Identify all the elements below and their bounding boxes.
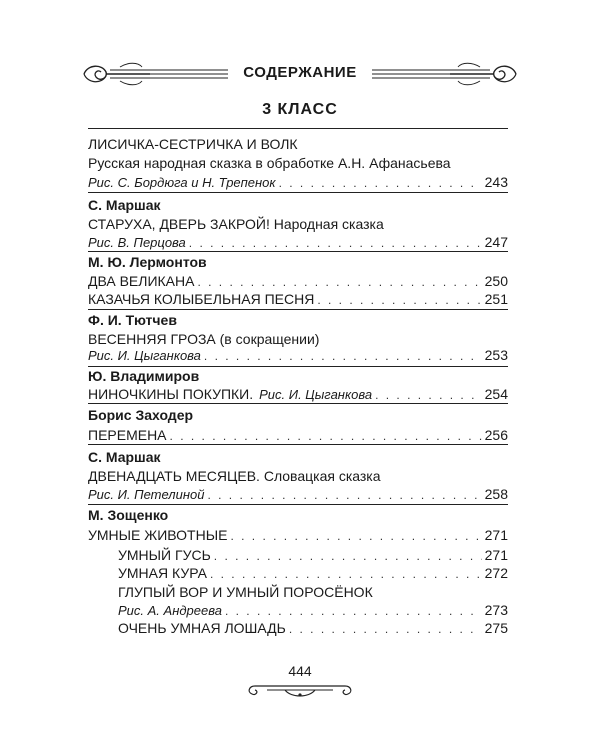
dot-leader bbox=[170, 426, 482, 446]
page-footer bbox=[245, 662, 355, 702]
page-ref: 273 bbox=[484, 602, 508, 618]
illustrator: Рис. И. Петелиной bbox=[88, 487, 205, 502]
title: ПЕРЕМЕНА bbox=[88, 427, 167, 443]
author-heading: Ю. Владимиров bbox=[88, 368, 200, 384]
note: Народная сказка bbox=[273, 216, 384, 232]
author-heading: С. Маршак bbox=[88, 197, 161, 213]
author-heading: Ф. И. Тютчев bbox=[88, 312, 177, 328]
page-ref: 258 bbox=[484, 486, 508, 502]
page-ref: 271 bbox=[484, 547, 508, 563]
title: ДВЕНАДЦАТЬ МЕСЯЦЕВ. bbox=[88, 468, 260, 484]
illustrator: Рис. В. Перцова bbox=[88, 235, 186, 250]
page-ref: 271 bbox=[484, 527, 508, 543]
dot-leader bbox=[289, 619, 482, 639]
toc-entry-line bbox=[88, 525, 508, 545]
toc-entry-line bbox=[88, 345, 508, 365]
page-ref: 272 bbox=[484, 565, 508, 581]
toc-entry-line bbox=[88, 384, 508, 404]
dot-leader bbox=[204, 346, 482, 366]
note: Словацкая сказка bbox=[263, 468, 381, 484]
title: КАЗАЧЬЯ КОЛЫБЕЛЬНАЯ ПЕСНЯ bbox=[88, 291, 315, 307]
title: ВЕСЕННЯЯ ГРОЗА bbox=[88, 331, 216, 347]
dot-leader bbox=[375, 385, 482, 405]
author-heading: С. Маршак bbox=[88, 449, 161, 465]
separator bbox=[88, 444, 508, 445]
toc-entry-title bbox=[88, 214, 508, 234]
author-heading: Борис Заходер bbox=[88, 407, 194, 423]
illustrator: Рис. А. Андреева bbox=[118, 603, 222, 618]
separator bbox=[88, 403, 508, 404]
page-ref: 243 bbox=[484, 174, 508, 190]
note: (в сокращении) bbox=[219, 331, 320, 347]
title: УМНАЯ КУРА bbox=[118, 565, 207, 581]
author-heading: М. Ю. Лермонтов bbox=[88, 254, 207, 270]
page-ref: 251 bbox=[484, 291, 508, 307]
dot-leader bbox=[317, 290, 481, 310]
page-ref: 275 bbox=[484, 620, 508, 636]
dot-leader bbox=[207, 485, 481, 505]
illustrator: Рис. И. Цыганкова bbox=[259, 387, 373, 402]
separator bbox=[88, 192, 508, 193]
dot-leader bbox=[189, 233, 482, 253]
dot-leader bbox=[230, 526, 481, 546]
grade-heading: 3 КЛАСС bbox=[262, 101, 338, 118]
page-number: 444 bbox=[288, 663, 312, 679]
dot-leader bbox=[210, 564, 482, 584]
page-ref: 256 bbox=[484, 427, 508, 443]
toc-entry-line bbox=[88, 425, 508, 445]
page-ref: 250 bbox=[484, 273, 508, 289]
toc-entry-line bbox=[88, 271, 508, 291]
page-title: СОДЕРЖАНИЕ bbox=[243, 64, 357, 81]
illustrator: Рис. С. Бордюга и Н. Трепенок bbox=[88, 175, 276, 190]
dot-leader bbox=[279, 173, 482, 193]
toc-entry-line bbox=[88, 232, 508, 252]
toc-entry-line bbox=[118, 618, 508, 638]
header bbox=[80, 60, 520, 88]
author-heading: М. Зощенко bbox=[88, 507, 169, 523]
toc-entry-line bbox=[88, 484, 508, 504]
ornament-right-icon bbox=[370, 60, 520, 88]
title: СТАРУХА, ДВЕРЬ ЗАКРОЙ! bbox=[88, 216, 270, 232]
toc-entry-subtitle: Русская народная сказка в обработке А.Н. Афанасьева bbox=[88, 155, 451, 171]
page-ref: 247 bbox=[484, 234, 508, 250]
illustrator: Рис. И. Цыганкова bbox=[88, 348, 201, 363]
title: ОЧЕНЬ УМНАЯ ЛОШАДЬ bbox=[118, 620, 286, 636]
title: УМНЫЕ ЖИВОТНЫЕ bbox=[88, 527, 228, 543]
toc-entry-line bbox=[118, 563, 508, 583]
separator bbox=[88, 128, 508, 129]
toc-entry-line bbox=[88, 289, 508, 309]
toc-entry-title: ГЛУПЫЙ ВОР И УМНЫЙ ПОРОСЁНОК bbox=[118, 584, 373, 600]
toc-entry-line bbox=[88, 172, 508, 192]
title: НИНОЧКИНЫ ПОКУПКИ. bbox=[88, 386, 254, 402]
page-ref: 253 bbox=[484, 347, 508, 363]
toc-entry-line bbox=[118, 545, 508, 565]
toc-entry-title: ЛИСИЧКА-СЕСТРИЧКА И ВОЛК bbox=[88, 136, 298, 152]
page-ref: 254 bbox=[484, 386, 508, 402]
title: УМНЫЙ ГУСЬ bbox=[118, 547, 211, 563]
toc-entry-line bbox=[118, 600, 508, 620]
footer-ornament-icon bbox=[245, 678, 355, 700]
toc-entry-title bbox=[88, 466, 508, 486]
title: ДВА ВЕЛИКАНА bbox=[88, 273, 195, 289]
